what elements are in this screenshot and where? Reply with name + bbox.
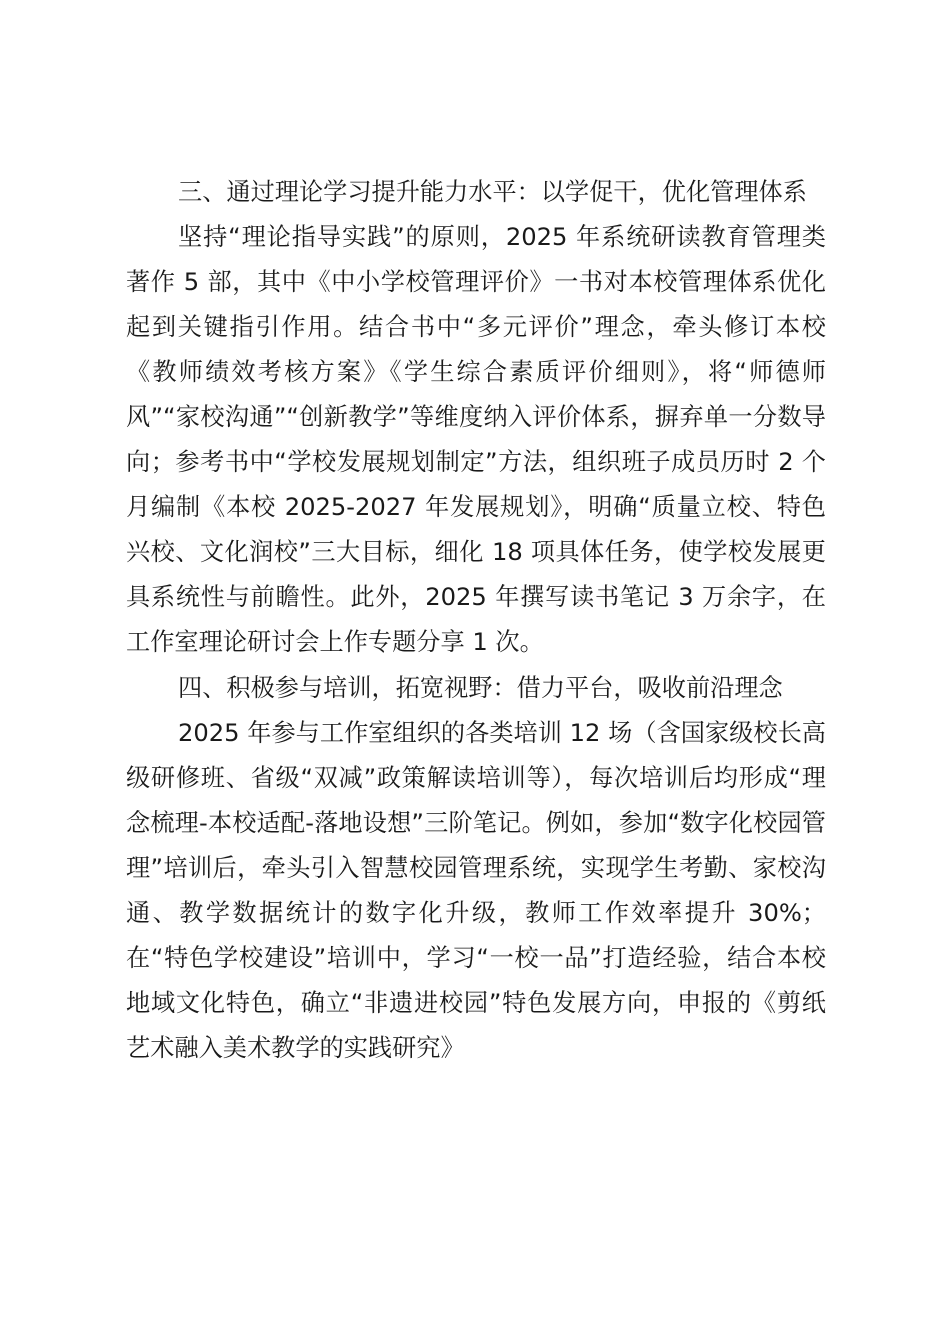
section-heading-3: 三、通过理论学习提升能力水平：以学促干，优化管理体系 [178, 178, 807, 206]
document-body [126, 170, 826, 1071]
section-heading-4: 四、积极参与培训，拓宽视野：借力平台，吸收前沿理念 [178, 673, 783, 702]
body-paragraph-2: 2025 年参与工作室组织的各类培训 12 场（含国家级校长高级研修班、省级“双减”政策解读培训等），每次培训后均形成“理念梳理-本校适配-落地设想”三阶笔记。例如，参加“数字化校园管理”培训后，牵头引入智慧校园管理系统，实现学生考勤、家校沟通、教学数据统计的数字化升级，教师工作效率提升 30%；在“特色学校建设”培训中，学习“一校一品”打造经验，结合本校地域文化特色，确立“非遗进校园”特色发展方向，申报的《剪纸艺术融入美术教学的实践研究》 [126, 718, 826, 1062]
body-paragraph-1: 坚持“理论指导实践”的原则，2025 年系统研读教育管理类著作 5 部，其中《中小学校管理评价》一书对本校管理体系优化起到关键指引作用。结合书中“多元评价”理念，牵头修订本校《教师绩效考核方案》《学生综合素质评价细则》，将“师德师风”“家校沟通”“创新教学”等维度纳入评价体系，摒弃单一分数导向；参考书中“学校发展规划制定”方法，组织班子成员历时 2 个月编制《本校 2025-2027 年发展规划》，明确“质量立校、特色兴校、文化润校”三大目标，细化 18 项具体任务，使学校发展更具系统性与前瞻性。此外，2025 年撰写读书笔记 3 万余字，在工作室理论研讨会上作专题分享 1 次。 [126, 223, 826, 657]
